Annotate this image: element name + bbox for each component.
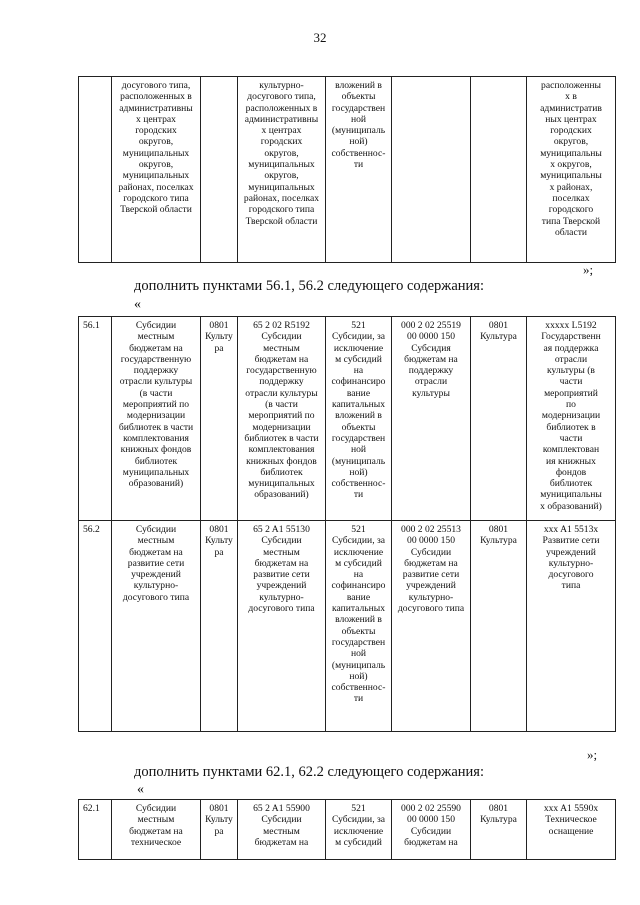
table-cell-revenue-code: 000 2 02 25590 00 0000 150 Субсидии бюджетам на — [392, 800, 471, 860]
table-cell-expense-type: 521 Субсидии, за исключение м субсидий на софинансиро вание капитальных вложений в объекты государствен ной (муниципаль ной) собственнос- ти — [326, 317, 392, 521]
table-cell-local-article: расположенны х в административ ных центрах городских округов, муниципальны х округов, муниципальны х районах, поселках городского типа Тверской области — [527, 77, 616, 263]
table-row — [79, 800, 616, 860]
table-row — [79, 77, 616, 263]
table-cell-name: досугового типа, расположенных в административны х центрах городских округов, муниципальных округов, муниципальных районах, поселках городского типа Тверской области — [112, 77, 201, 263]
table-row — [79, 521, 616, 732]
table-cell-name: Субсидии местным бюджетам на техническое — [112, 800, 201, 860]
page-number: 32 — [313, 30, 327, 45]
budget-table-items-56 — [78, 316, 616, 732]
table-cell-number — [79, 77, 112, 263]
amendment-heading: дополнить пунктами 62.1, 62.2 следующего содержания: — [134, 764, 484, 780]
table-cell-section: 0801 Культура — [201, 800, 238, 860]
table-cell-expense-type: 521 Субсидии, за исключение м субсидий — [326, 800, 392, 860]
budget-table-items-62 — [78, 799, 616, 860]
table-cell-local-section: 0801 Культура — [471, 521, 527, 732]
table-cell-name: Субсидии местным бюджетам на развитие сети учреждений культурно- досугового типа — [112, 521, 201, 732]
table-cell-number: 62.1 — [79, 800, 112, 860]
table-cell-section — [201, 77, 238, 263]
table-cell-revenue-code: 000 2 02 25513 00 0000 150 Субсидии бюджетам на развитие сети учреждений культурно- досугового типа — [392, 521, 471, 732]
closing-quote-mark: »; — [583, 262, 594, 277]
table-cell-number: 56.2 — [79, 521, 112, 732]
table-cell-local-article: xxx A1 5590x Техническое оснащение — [527, 800, 616, 860]
table-cell-local-section: 0801 Культура — [471, 800, 527, 860]
closing-quote-mark: »; — [587, 747, 598, 762]
table-cell-expense-type: вложений в объекты государствен ной (муниципаль ной) собственнос- ти — [326, 77, 392, 263]
table-cell-name: Субсидии местным бюджетам на государственную поддержку отрасли культуры (в части мероприятий по модернизации библиотек в части комплектования книжных фондов библиотек муниципальных образований) — [112, 317, 201, 521]
table-cell-section: 0801 Культура — [201, 521, 238, 732]
budget-table-continuation — [78, 76, 616, 263]
table-cell-expense-type: 521 Субсидии, за исключение м субсидий на софинансиро вание капитальных вложений в объекты государствен ной (муниципаль ной) собственнос- ти — [326, 521, 392, 732]
table-row — [79, 317, 616, 521]
amendment-heading: дополнить пунктами 56.1, 56.2 следующего содержания: — [134, 278, 484, 294]
table-cell-local-section — [471, 77, 527, 263]
table-cell-target-article: культурно- досугового типа, расположенных в административны х центрах городских округов, муниципальных округов, муниципальных районах, поселках городского типа Тверской области — [238, 77, 326, 263]
table-cell-section: 0801 Культура — [201, 317, 238, 521]
opening-quote-mark: « — [134, 297, 141, 312]
table-cell-local-article: xxx A1 5513x Развитие сети учреждений культурно- досугового типа — [527, 521, 616, 732]
table-cell-target-article: 65 2 A1 55900 Субсидии местным бюджетам на — [238, 800, 326, 860]
table-cell-target-article: 65 2 A1 55130 Субсидии местным бюджетам на развитие сети учреждений культурно- досугового типа — [238, 521, 326, 732]
opening-quote-mark: « — [137, 782, 144, 797]
table-cell-revenue-code: 000 2 02 25519 00 0000 150 Субсидия бюджетам на поддержку отрасли культуры — [392, 317, 471, 521]
table-cell-target-article: 65 2 02 R5192 Субсидии местным бюджетам на государственную поддержку отрасли культуры (в части мероприятий по модернизации библиотек в части комплектования книжных фондов библиотек муниципальных образований) — [238, 317, 326, 521]
table-cell-local-section: 0801 Культура — [471, 317, 527, 521]
table-cell-number: 56.1 — [79, 317, 112, 521]
table-cell-revenue-code — [392, 77, 471, 263]
table-cell-local-article: xxxxx L5192 Государственн ая поддержка отрасли культуры (в части мероприятий по модернизации библиотек в части комплектован ия книжных фондов библиотек муниципальны х образований) — [527, 317, 616, 521]
